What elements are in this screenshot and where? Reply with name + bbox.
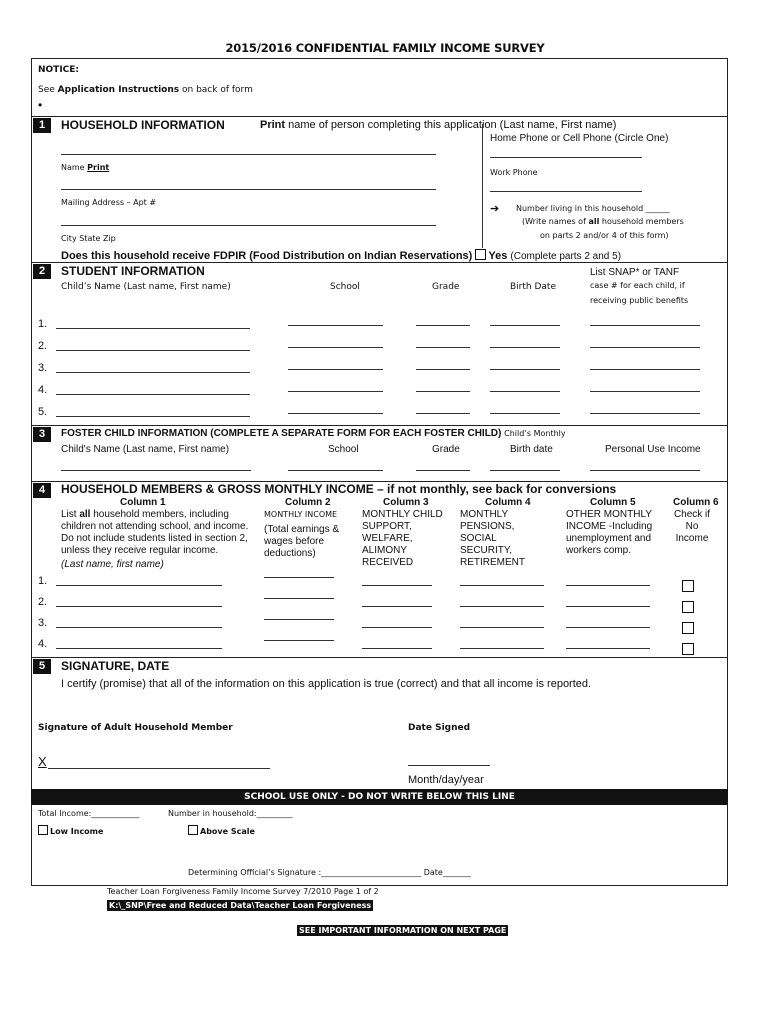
foster-col-grade: Grade — [432, 444, 460, 455]
household-row-number: 3. — [38, 617, 48, 629]
student-name-field[interactable] — [56, 416, 250, 417]
student-grade-field[interactable] — [416, 325, 470, 326]
foster-col-child: Child's Name (Last name, First name) — [61, 444, 230, 455]
number-household-label[interactable]: Number in household:_________ — [168, 809, 293, 818]
student-grade-field[interactable] — [416, 391, 470, 392]
foster-school-field[interactable] — [288, 470, 383, 471]
col4-head: Column 4 — [485, 497, 531, 508]
col5-desc: OTHER MONTHLY INCOME -Including unemployment and workers comp. — [566, 509, 653, 556]
mailing-address-field[interactable] — [61, 189, 436, 190]
col3-head: Column 3 — [383, 497, 429, 508]
section2-number: 2 — [33, 264, 51, 279]
col2-desc: MONTHLY INCOME (Total earnings & wages before deductions) — [264, 510, 340, 559]
col2-head: Column 2 — [285, 497, 331, 508]
form-title: 2015/2016 CONFIDENTIAL FAMILY INCOME SURVEY — [225, 41, 545, 55]
see-important-banner: SEE IMPORTANT INFORMATION ON NEXT PAGE — [299, 926, 507, 935]
student-row-number: 2. — [38, 340, 48, 352]
col-school: School — [330, 282, 360, 292]
low-income-checkbox[interactable] — [38, 825, 48, 835]
foster-col-personal: Personal Use Income — [605, 444, 701, 455]
notice-heading: NOTICE: — [38, 65, 80, 75]
other-income-field[interactable] — [566, 606, 650, 607]
date-signed-label: Date Signed — [408, 723, 471, 733]
no-income-checkbox[interactable] — [682, 643, 694, 655]
student-snap-field[interactable] — [590, 369, 700, 370]
section1-heading: HOUSEHOLD INFORMATION — [61, 118, 225, 132]
write-names-label: (Write names of all household members — [522, 217, 684, 226]
member-name-field[interactable] — [56, 627, 222, 628]
other-income-field[interactable] — [566, 627, 650, 628]
student-school-field[interactable] — [288, 347, 383, 348]
name-label: Name Print — [61, 163, 110, 172]
section3-number: 3 — [33, 427, 51, 442]
work-phone-field[interactable] — [490, 191, 642, 192]
student-school-field[interactable] — [288, 369, 383, 370]
col6-head: Column 6 — [673, 497, 719, 508]
above-scale-checkbox[interactable] — [188, 825, 198, 835]
print-instruction: Print name of person completing this application (Last name, First name) — [260, 119, 617, 131]
member-name-field[interactable] — [56, 585, 222, 586]
child-support-field[interactable] — [362, 627, 432, 628]
pension-field[interactable] — [460, 606, 544, 607]
foster-grade-field[interactable] — [416, 470, 470, 471]
notice-line: See Application Instructions on back of form — [38, 85, 253, 95]
member-name-field[interactable] — [56, 606, 222, 607]
snap-label-2: case # for each child, if — [590, 281, 685, 290]
student-grade-field[interactable] — [416, 347, 470, 348]
fdpir-yes-checkbox[interactable] — [475, 249, 486, 260]
no-income-checkbox[interactable] — [682, 622, 694, 634]
col1-desc: List all household members, including children not attending school, and income. Do not include students listed in section 2, unless they receive regular income. (Last name, first name) — [61, 509, 249, 570]
parts-label: on parts 2 and/or 4 of this form) — [540, 231, 669, 240]
child-support-field[interactable] — [362, 606, 432, 607]
other-income-field[interactable] — [566, 585, 650, 586]
number-living-label: Number living in this household ______ — [516, 204, 670, 213]
student-row-number: 4. — [38, 384, 48, 396]
section4-heading: HOUSEHOLD MEMBERS & GROSS MONTHLY INCOME – if not monthly, see back for conversions — [61, 482, 617, 496]
section3-heading: FOSTER CHILD INFORMATION (COMPLETE A SEPARATE FORM FOR EACH FOSTER CHILD) Child’s Monthly — [61, 428, 566, 439]
student-school-field[interactable] — [288, 391, 383, 392]
fdpir-question: Does this household receive FDPIR (Food Distribution on Indian Reservations) Yes (Complete parts 2 and 5) — [61, 250, 622, 262]
student-name-field[interactable] — [56, 328, 250, 329]
foster-income-field[interactable] — [590, 470, 700, 471]
low-income-option[interactable]: Low Income — [38, 825, 103, 836]
col6-desc: Check if No Income — [673, 509, 711, 544]
student-row-number: 3. — [38, 362, 48, 374]
no-income-checkbox[interactable] — [682, 580, 694, 592]
monthly-income-field[interactable] — [264, 640, 334, 641]
student-birth-field[interactable] — [490, 325, 560, 326]
footer-path: K:\_SNP\Free and Reduced Data\Teacher Loan Forgiveness — [109, 901, 372, 910]
section2-rule — [31, 262, 728, 263]
child-support-field[interactable] — [362, 585, 432, 586]
member-name-field[interactable] — [56, 648, 222, 649]
certify-text: I certify (promise) that all of the information on this application is true (correct) and that all income is reported. — [61, 678, 592, 690]
section5-number: 5 — [33, 659, 51, 674]
student-birth-field[interactable] — [490, 413, 560, 414]
foster-name-field[interactable] — [61, 470, 251, 471]
col-birth-date: Birth Date — [510, 282, 556, 292]
section5-heading: SIGNATURE, DATE — [61, 659, 170, 673]
pension-field[interactable] — [460, 585, 544, 586]
total-income-label[interactable]: Total Income:____________ — [38, 809, 140, 818]
student-name-field[interactable] — [56, 394, 250, 395]
section2-heading: STUDENT INFORMATION — [61, 264, 205, 278]
col1-head: Column 1 — [120, 497, 166, 508]
home-phone-label: Home Phone or Cell Phone (Circle One) — [490, 133, 669, 144]
monthly-income-field[interactable] — [264, 577, 334, 578]
student-name-field[interactable] — [56, 372, 250, 373]
monthly-income-field[interactable] — [264, 598, 334, 599]
student-school-field[interactable] — [288, 325, 383, 326]
signature-field[interactable] — [48, 768, 270, 769]
student-birth-field[interactable] — [490, 347, 560, 348]
student-name-field[interactable] — [56, 350, 250, 351]
student-grade-field[interactable] — [416, 369, 470, 370]
col-grade: Grade — [432, 282, 460, 292]
official-signature-line[interactable]: Determining Official’s Signature :_________________________ Date_______ — [188, 868, 471, 877]
school-use-bar: SCHOOL USE ONLY - DO NOT WRITE BELOW THIS LINE — [31, 789, 728, 805]
above-scale-option[interactable]: Above Scale — [188, 825, 255, 836]
notice-bullet: • — [38, 98, 43, 112]
section1-divider — [482, 124, 483, 248]
city-label: City State Zip — [61, 234, 116, 243]
signature-label: Signature of Adult Household Member — [38, 723, 233, 733]
col5-head: Column 5 — [590, 497, 636, 508]
section4-number: 4 — [33, 483, 51, 498]
household-row-number: 2. — [38, 596, 48, 608]
student-grade-field[interactable] — [416, 413, 470, 414]
section5-rule — [31, 657, 728, 658]
mailing-label: Mailing Address – Apt # — [61, 198, 157, 207]
work-phone-label: Work Phone — [490, 168, 538, 177]
col-child-name: Child’s Name (Last name, First name) — [61, 282, 231, 292]
other-income-field[interactable] — [566, 648, 650, 649]
pension-field[interactable] — [460, 627, 544, 628]
monthly-income-field[interactable] — [264, 619, 334, 620]
x-mark: X — [38, 754, 47, 769]
household-row-number: 1. — [38, 575, 48, 587]
household-row-number: 4. — [38, 638, 48, 650]
student-snap-field[interactable] — [590, 325, 700, 326]
home-phone-field[interactable] — [490, 157, 642, 158]
foster-birth-field[interactable] — [490, 470, 560, 471]
date-signed-field[interactable] — [408, 765, 490, 766]
student-snap-field[interactable] — [590, 413, 700, 414]
no-income-checkbox[interactable] — [682, 601, 694, 613]
student-row-number: 1. — [38, 318, 48, 330]
snap-label-1: List SNAP* or TANF — [590, 267, 680, 278]
student-row-number: 5. — [38, 406, 48, 418]
month-day-year-label: Month/day/year — [408, 774, 484, 786]
name-field[interactable] — [61, 154, 436, 155]
student-birth-field[interactable] — [490, 391, 560, 392]
form-frame — [31, 58, 728, 886]
student-birth-field[interactable] — [490, 369, 560, 370]
col3-desc: MONTHLY CHILD SUPPORT, WELFARE, ALIMONY RECEIVED — [362, 509, 443, 568]
student-snap-field[interactable] — [590, 347, 700, 348]
student-school-field[interactable] — [288, 413, 383, 414]
col4-desc: MONTHLY PENSIONS, SOCIAL SECURITY, RETIREMENT — [460, 509, 525, 568]
footer-line: Teacher Loan Forgiveness Family Income Survey 7/2010 Page 1 of 2 — [107, 887, 379, 896]
section1-rule — [31, 116, 728, 117]
student-snap-field[interactable] — [590, 391, 700, 392]
city-state-zip-field[interactable] — [61, 225, 436, 226]
child-support-field[interactable] — [362, 648, 432, 649]
arrow-icon: ➔ — [490, 203, 500, 215]
snap-label-3: receiving public benefits — [590, 296, 689, 305]
pension-field[interactable] — [460, 648, 544, 649]
section3-rule — [31, 425, 728, 426]
foster-col-birth: Birth date — [510, 444, 553, 455]
section1-number: 1 — [33, 118, 51, 133]
foster-col-school: School — [328, 444, 359, 455]
